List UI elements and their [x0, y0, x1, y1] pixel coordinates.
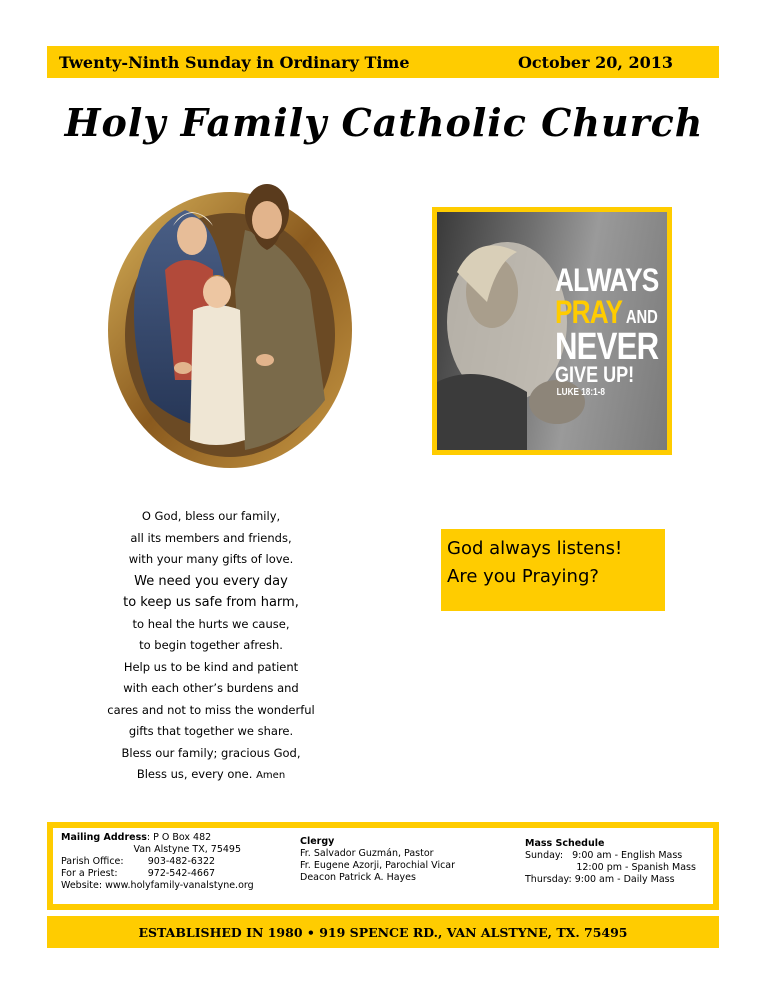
and-word: AND: [625, 307, 658, 327]
prayer-line-final: [90, 764, 332, 787]
mailing-address-label: Mailing Address: [61, 832, 147, 843]
prayer-line: Bless us, every one.: [136, 767, 253, 781]
mass-sunday-english: Sunday: 9:00 am - English Mass: [525, 850, 683, 861]
clergy-column: [300, 836, 455, 884]
bulletin-date: October 20, 2013: [517, 52, 673, 72]
holy-family-statue-image: [95, 170, 365, 475]
prayer-line: Help us to be kind and patient: [123, 659, 299, 674]
footer-bar: [47, 916, 719, 948]
prayer-line: to begin together afresh.: [139, 638, 283, 652]
prayer-line: to heal the hurts we cause,: [132, 616, 290, 631]
footer-text: ESTABLISHED IN 1980 • 919 SPENCE RD., VAN ALSTYNE, TX. 75495: [138, 924, 628, 940]
contact-column: [61, 832, 254, 892]
prayer-line: O God, bless our family,: [141, 509, 281, 523]
callout-line-1: God always listens!: [447, 538, 623, 559]
clergy-deacon: Deacon Patrick A. Hayes: [300, 872, 416, 883]
parish-office-phone: Parish Office: 903-482-6322: [61, 856, 216, 867]
priest-phone: For a Priest: 972-542-4667: [61, 868, 216, 879]
prayer-line: gifts that together we share.: [128, 724, 294, 738]
pray-word: PRAY: [555, 294, 623, 330]
mailing-city: Van Alstyne TX, 75495: [61, 844, 241, 855]
mass-schedule-column: [525, 838, 696, 886]
clergy-vicar: Fr. Eugene Azorji, Parochial Vicar: [300, 860, 456, 871]
clergy-pastor: Fr. Salvador Guzmán, Pastor: [300, 848, 434, 859]
prayer-line: to keep us safe from harm,: [123, 595, 299, 610]
church-title: Holy Family Catholic Church: [64, 100, 704, 145]
header-bar: [47, 46, 719, 78]
prayer-line: Bless our family; gracious God,: [121, 745, 301, 760]
mailing-address-value: : P O Box 482: [146, 832, 212, 843]
prayer-line: all its members and friends,: [130, 530, 292, 545]
mass-sunday-spanish: 12:00 pm - Spanish Mass: [525, 862, 696, 873]
prayer-line: We need you every day: [134, 573, 288, 589]
callout-line-2: Are you Praying?: [447, 566, 599, 587]
amen-text: Amen: [256, 770, 286, 781]
prayer-line: with your many gifts of love.: [128, 552, 294, 566]
always-pray-text: [555, 264, 658, 398]
callout-box: [441, 529, 665, 611]
scripture-reference: LUKE 18:1-8: [556, 387, 605, 398]
prayer-line: cares and not to miss the wonderful: [107, 702, 315, 717]
liturgical-date: Twenty-Ninth Sunday in Ordinary Time: [59, 52, 410, 72]
website-link[interactable]: Website: www.holyfamily-vanalstyne.org: [61, 880, 254, 891]
never-word: NEVER: [555, 326, 659, 368]
clergy-label: Clergy: [300, 836, 335, 847]
family-prayer: [90, 506, 332, 787]
always-pray-image: [432, 207, 672, 455]
mass-thursday: Thursday: 9:00 am - Daily Mass: [525, 874, 675, 885]
parish-info-box: [47, 822, 719, 910]
always-word: ALWAYS: [555, 262, 659, 298]
prayer-line: with each other’s burdens and: [123, 681, 299, 695]
mass-schedule-label: Mass Schedule: [525, 838, 605, 849]
give-up-word: GIVE UP!: [555, 362, 635, 387]
